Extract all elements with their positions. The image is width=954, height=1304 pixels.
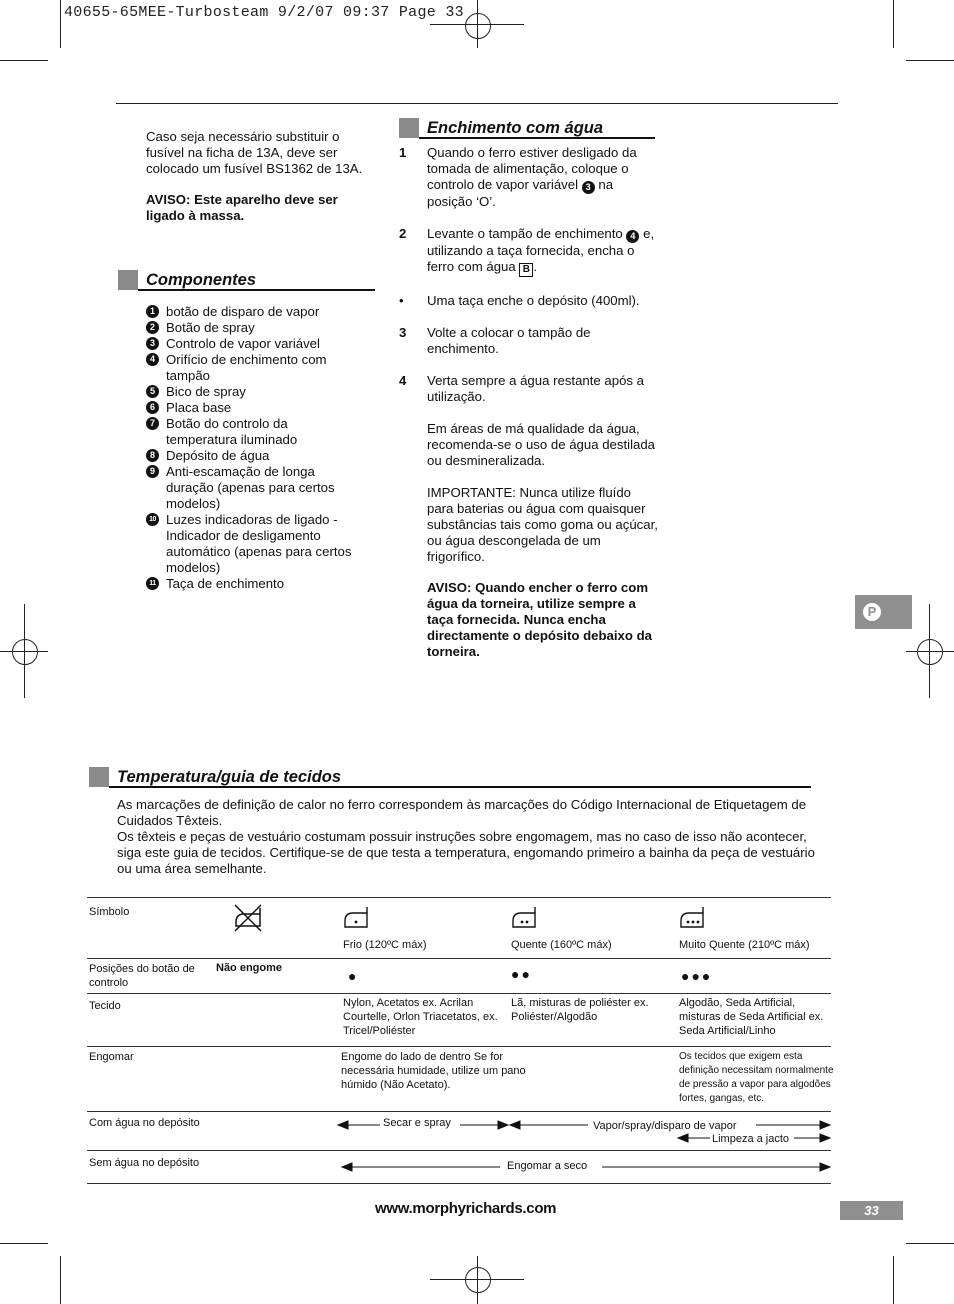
crop-mark bbox=[430, 1279, 524, 1280]
step-text: Verta sempre a água restante após a utilização. bbox=[427, 373, 645, 404]
component-item bbox=[146, 352, 361, 384]
heading-square-icon bbox=[118, 270, 138, 290]
component-text: Botão do controlo da temperatura iluminado bbox=[166, 416, 298, 447]
step-text: e, utilizando a taça fornecida, encha o ferro com água bbox=[427, 226, 655, 274]
component-number-icon: 4 bbox=[146, 353, 159, 366]
no-water-label: Sem água no depósito bbox=[89, 1157, 200, 1169]
fabric-cold: Nylon, Acetatos ex. Acrilan Courtelle, Orlon Triacetatos, ex. Tricel/Poliéster bbox=[343, 997, 498, 1037]
positions-label: Posições do botão de controlo bbox=[89, 963, 195, 989]
registration-mark-icon bbox=[465, 13, 491, 39]
iron-hot-note: Os tecidos que exigem esta definição necessitam normalmente de pressão a vapor para algodões fortes, gangas, etc. bbox=[679, 1051, 834, 1104]
step-number: 4 bbox=[399, 373, 407, 388]
step-number: 2 bbox=[399, 226, 407, 241]
component-item bbox=[146, 576, 361, 592]
component-item bbox=[146, 416, 361, 448]
component-number-icon: 10 bbox=[146, 513, 159, 526]
components-list bbox=[146, 304, 361, 592]
heading-square-icon bbox=[399, 118, 419, 138]
guide-intro bbox=[117, 797, 817, 877]
vapor-spray-label: Vapor/spray/disparo de vapor bbox=[593, 1120, 737, 1132]
tap-warning-text: AVISO: Quando encher o ferro com água da torneira, utilize sempre a taça fornecida. Nunca encha directamente o depósito debaixo da torneira. bbox=[427, 580, 652, 659]
filling-step bbox=[399, 145, 659, 210]
component-item bbox=[146, 336, 361, 352]
fabric-warm: Lã, misturas de poliéster ex. Poliéster/Algodão bbox=[511, 997, 649, 1023]
water-quality-note bbox=[399, 421, 659, 469]
crop-mark bbox=[893, 0, 894, 48]
crop-mark bbox=[0, 1243, 48, 1244]
component-item bbox=[146, 464, 361, 512]
crop-mark bbox=[60, 1256, 61, 1304]
guide-intro-1: As marcações de definição de calor no ferro correspondem às marcações do Código Internacional de Etiquetagem de Cuidados Têxteis. bbox=[117, 797, 807, 828]
iron-one-dot-icon bbox=[343, 903, 371, 929]
component-text: Luzes indicadoras de ligado - Indicador de desligamento automático (apenas para certos modelos) bbox=[166, 512, 352, 575]
component-item bbox=[146, 512, 361, 576]
component-text: botão de disparo de vapor bbox=[166, 304, 320, 319]
no-iron-label: Não engome bbox=[216, 962, 283, 974]
symbol-label: Símbolo bbox=[89, 906, 130, 918]
components-heading bbox=[118, 270, 256, 290]
step-number: 1 bbox=[399, 145, 407, 160]
filling-step bbox=[399, 325, 659, 357]
registration-mark-icon bbox=[465, 1267, 491, 1293]
fabric-label: Tecido bbox=[89, 1000, 121, 1012]
jet-clean-label: Limpeza a jacto bbox=[712, 1133, 790, 1145]
fabric-hot: Algodão, Seda Artificial, misturas de Seda Artificial ex. Seda Artificial/Linho bbox=[679, 997, 824, 1037]
page-number: 33 bbox=[840, 1201, 903, 1220]
step-number: 3 bbox=[399, 325, 407, 340]
registration-mark-icon bbox=[917, 639, 943, 665]
crop-mark bbox=[906, 1243, 954, 1244]
important-text: IMPORTANTE: Nunca utilize fluído para baterias ou água com quaisquer substâncias tais como goma ou açúcar, ou água descongelada de um frigorífico. bbox=[427, 485, 658, 564]
component-item bbox=[146, 400, 361, 416]
hot-setting: Muito Quente (210ºC máx) bbox=[679, 939, 810, 951]
print-slug: 40655-65MEE-Turbosteam 9/2/07 09:37 Page 33 bbox=[64, 4, 464, 21]
no-iron-icon bbox=[232, 902, 264, 934]
iron-instructions: Engome do lado de dentro Se for necessária humidade, utilize um pano húmido (Não Acetato). bbox=[341, 1051, 526, 1091]
component-number-icon: 1 bbox=[146, 305, 159, 318]
component-item bbox=[146, 304, 361, 320]
heading-square-icon bbox=[89, 767, 109, 787]
table-rule bbox=[87, 1111, 831, 1112]
filling-steps bbox=[399, 145, 659, 660]
crop-mark bbox=[906, 651, 954, 652]
registration-mark-icon bbox=[12, 639, 38, 665]
filling-heading-text: Enchimento com água bbox=[427, 118, 604, 137]
component-item bbox=[146, 384, 361, 400]
components-heading-text: Componentes bbox=[146, 270, 257, 289]
component-text: Anti-escamação de longa duração (apenas para certos modelos) bbox=[166, 464, 335, 511]
earth-warning: AVISO: Este aparelho deve ser ligado à massa. bbox=[146, 192, 338, 223]
filling-step bbox=[399, 226, 659, 277]
language-tab bbox=[855, 595, 912, 629]
fuse-paragraph: Caso seja necessário substituir o fusível na ficha de 13A, deve ser colocado um fusível BS1362 de 13A. bbox=[146, 129, 363, 176]
ref-number-icon: 4 bbox=[626, 230, 639, 243]
three-dots: ●●● bbox=[681, 968, 713, 984]
with-water-label: Com água no depósito bbox=[89, 1117, 200, 1129]
crop-mark bbox=[60, 0, 61, 48]
crop-mark bbox=[0, 60, 48, 61]
table-rule bbox=[87, 958, 831, 959]
bullet-text: Uma taça enche o depósito (400ml). bbox=[427, 293, 640, 308]
crop-mark bbox=[0, 651, 48, 652]
guide-intro-2: Os têxteis e peças de vestuário costumam possuir instruções sobre engomagem, mas no caso de isso não acontecer, siga este guia de tecidos. Certifique-se de que testa a temperatura, engomando primeiro a bainha da peça de vestuário ou uma área semelhante. bbox=[117, 829, 815, 876]
component-number-icon: 3 bbox=[146, 337, 159, 350]
step-text: Levante o tampão de enchimento bbox=[427, 226, 623, 241]
table-rule bbox=[87, 1046, 831, 1047]
step-text: Volte a colocar o tampão de enchimento. bbox=[427, 325, 591, 356]
step-text: . bbox=[533, 259, 538, 274]
crop-mark bbox=[430, 24, 524, 25]
step-text: na posição ‘O’. bbox=[427, 177, 614, 209]
iron-two-dots-icon bbox=[511, 903, 539, 929]
website-url: www.morphyrichards.com bbox=[375, 1200, 557, 1217]
component-number-icon: 8 bbox=[146, 449, 159, 462]
ref-letter-icon: B bbox=[519, 263, 533, 277]
component-text: Bico de spray bbox=[166, 384, 246, 399]
water-quality-text: Em áreas de má qualidade da água, recomenda-se o uso de água destilada ou desmineralizada. bbox=[427, 421, 656, 468]
component-text: Taça de enchimento bbox=[166, 576, 285, 591]
component-text: Controlo de vapor variável bbox=[166, 336, 320, 351]
guide-heading bbox=[89, 767, 341, 787]
component-item bbox=[146, 320, 361, 336]
component-text: Botão de spray bbox=[166, 320, 255, 335]
important-note bbox=[399, 485, 659, 565]
component-item bbox=[146, 448, 361, 464]
component-text: Depósito de água bbox=[166, 448, 270, 463]
ref-number-icon: 3 bbox=[582, 181, 595, 194]
table-rule bbox=[87, 993, 831, 994]
top-rule bbox=[116, 103, 838, 104]
component-number-icon: 6 bbox=[146, 401, 159, 414]
guide-heading-text: Temperatura/guia de tecidos bbox=[117, 767, 342, 786]
crop-mark bbox=[906, 60, 954, 61]
two-dots: ●● bbox=[511, 966, 532, 982]
step-text: Quando o ferro estiver desligado da tomada de alimentação, coloque o controlo de vapor variável bbox=[427, 145, 637, 192]
bullet-icon: • bbox=[399, 293, 404, 308]
language-tab-label: P bbox=[863, 603, 881, 621]
component-text: Placa base bbox=[166, 400, 232, 415]
crop-mark bbox=[477, 1256, 478, 1304]
component-number-icon: 9 bbox=[146, 465, 159, 478]
iron-three-dots-icon bbox=[679, 903, 707, 929]
guide-heading-rule bbox=[109, 786, 811, 788]
dry-spray-label: Secar e spray bbox=[383, 1117, 451, 1129]
warm-setting: Quente (160ºC máx) bbox=[511, 939, 612, 951]
filling-step bbox=[399, 373, 659, 405]
iron-label: Engomar bbox=[89, 1051, 134, 1063]
components-heading-rule bbox=[138, 289, 375, 291]
one-dot: ● bbox=[348, 968, 359, 984]
crop-mark bbox=[893, 1256, 894, 1304]
fuse-text-block bbox=[146, 129, 366, 224]
table-rule bbox=[87, 897, 831, 898]
table-rule bbox=[87, 1183, 831, 1184]
component-text: Orifício de enchimento com tampão bbox=[166, 352, 327, 383]
component-number-icon: 2 bbox=[146, 321, 159, 334]
table-rule bbox=[87, 1150, 831, 1151]
dry-iron-label: Engomar a seco bbox=[507, 1160, 588, 1172]
tap-warning bbox=[399, 580, 659, 660]
filling-bullet bbox=[399, 293, 659, 309]
filling-heading bbox=[399, 118, 603, 138]
component-number-icon: 7 bbox=[146, 417, 159, 430]
component-number-icon: 5 bbox=[146, 385, 159, 398]
component-number-icon: 11 bbox=[146, 577, 159, 590]
cold-setting: Frio (120ºC máx) bbox=[343, 939, 427, 951]
filling-heading-rule bbox=[419, 137, 655, 139]
